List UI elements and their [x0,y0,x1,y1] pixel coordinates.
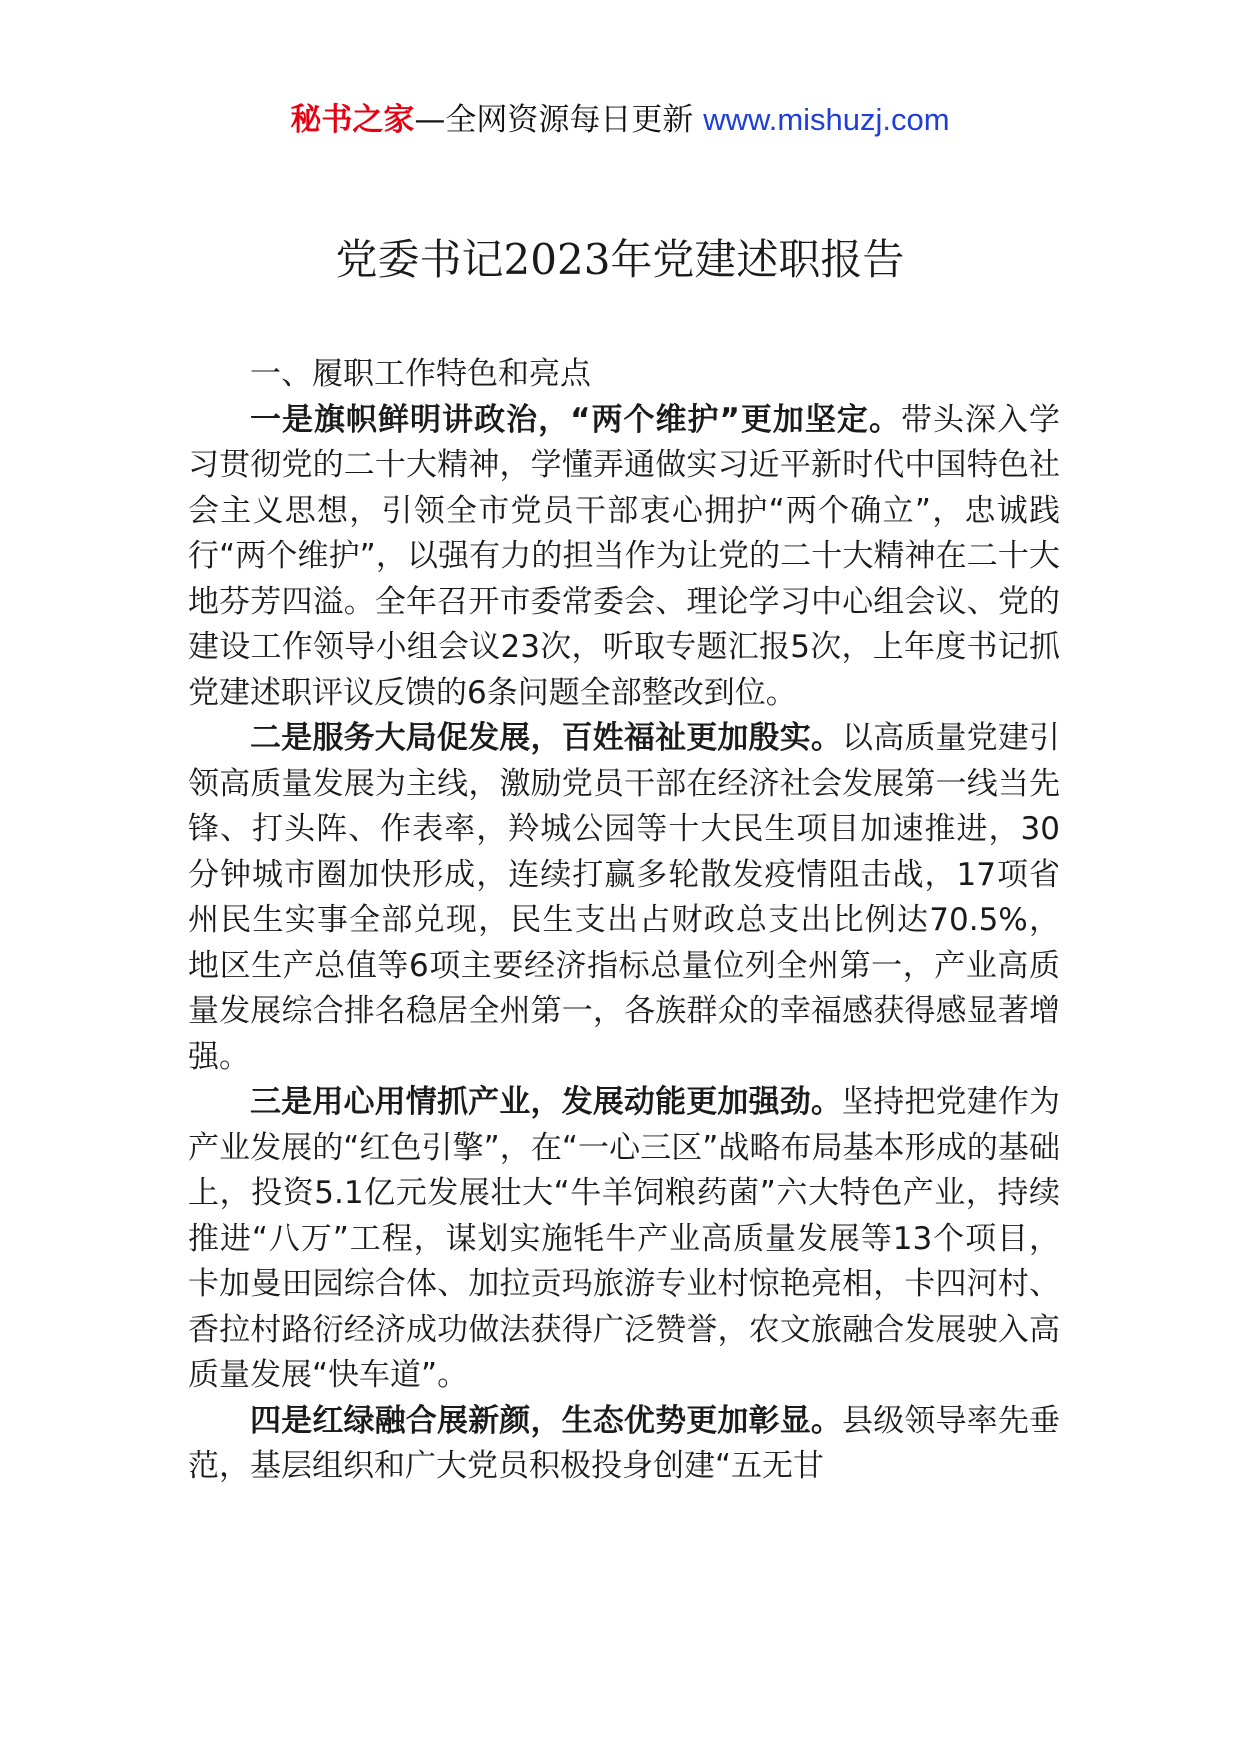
document-body [188,352,1060,1490]
paragraph-lead: 四是红绿融合展新颜，生态优势更加彰显。 [250,1402,843,1439]
paragraph-1 [188,398,1060,717]
paragraph-lead: 一是旗帜鲜明讲政治，“两个维护”更加坚定。 [250,401,901,438]
paragraph-lead: 三是用心用情抓产业，发展动能更加强劲。 [250,1084,843,1120]
section-heading: 一、履职工作特色和亮点 [250,356,591,392]
paragraph-text: 带头深入学习贯彻党的二十大精神，学懂弄通做实习近平新时代中国特色社会主义思想，引领全市党员干部衷心拥护“两个确立”，忠诚践行“两个维护”，以强有力的担当作为让党的二十大精神在二十大地芬芳四溢。全年召开市委常委会、理论学习中心组会议、党的建设工作领导小组会议23次，听取专题汇报5次，上年度书记抓党建述职评议反馈的6条问题全部整改到位。 [188,401,1061,711]
paragraph-2 [188,716,1060,1080]
site-tagline: —全网资源每日更新 [414,102,694,138]
site-url-link[interactable]: www.mishuzj.com [703,102,950,137]
paragraph-4 [188,1399,1060,1490]
paragraph-3 [188,1080,1060,1399]
site-banner [0,100,1240,140]
document-title: 党委书记2023年党建述职报告 [335,235,905,284]
site-name: 秘书之家 [290,102,415,138]
paragraph-text: 县级领导率先垂范，基层组织和广大党员积极投身创建“五无甘 [188,1402,1061,1484]
paragraph-text: 以高质量党建引领高质量发展为主线，激励党员干部在经济社会发展第一线当先锋、打头阵、作表率，羚城公园等十大民生项目加速推进，30分钟城市圈加快形成，连续打赢多轮散发疫情阻击战，17项省州民生实事全部兑现，民生支出占财政总支出比例达70.5%，地区生产总值等6项主要经济指标总量位列全州第一，产业高质量发展综合排名稳居全州第一，各族群众的幸福感获得感显著增强。 [188,720,1061,1075]
paragraph-lead: 二是服务大局促发展，百姓福祉更加殷实。 [250,720,843,756]
paragraph-text: 坚持把党建作为产业发展的“红色引擎”，在“一心三区”战略布局基本形成的基础上，投资5.1亿元发展壮大“牛羊饲粮药菌”六大特色产业，持续推进“八万”工程，谋划实施牦牛产业高质量发展等13个项目，卡加曼田园综合体、加拉贡玛旅游专业村惊艳亮相，卡四河村、香拉村路衍经济成功做法获得广泛赞誉，农文旅融合发展驶入高质量发展“快车道”。 [188,1084,1061,1393]
